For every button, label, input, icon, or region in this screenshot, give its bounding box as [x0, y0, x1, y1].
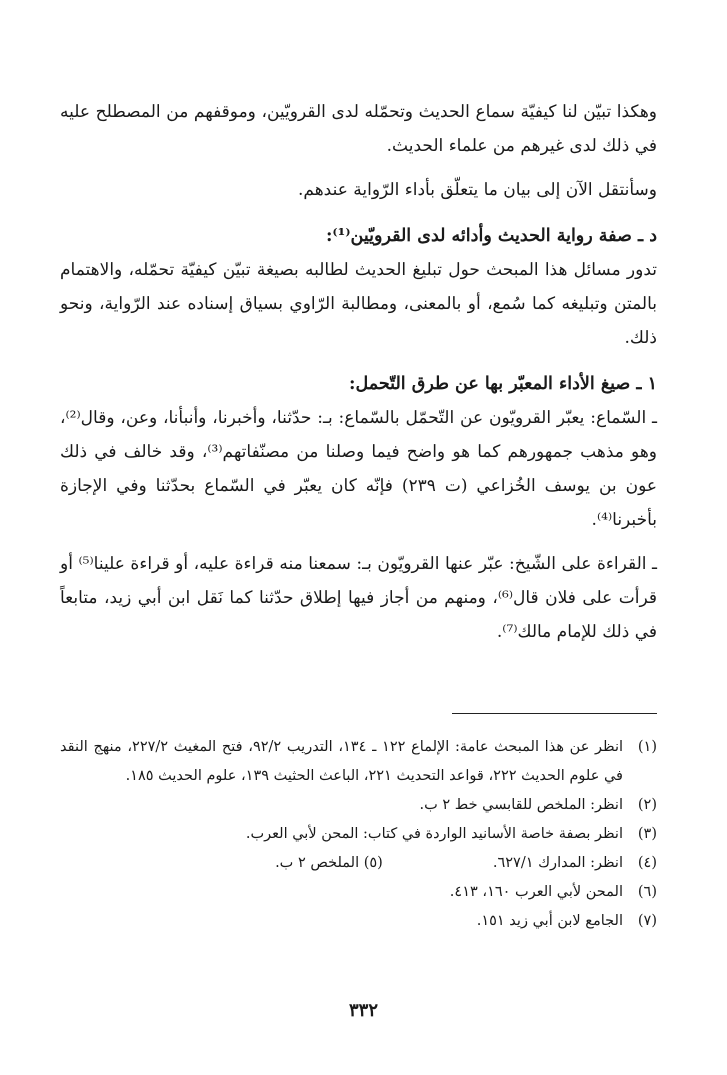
paragraph-3: تدور مسائل هذا المبحث حول تبليغ الحديث لطالبه بصيغة تبيّن كيفيّة تحمّله، والاهتمام بالمتن وتبليغه كما سُمع، أو بالمعنى، ومطالبة الرّاوي بسياق إسناده عند الرّواية، ونحو ذلك. [60, 260, 657, 348]
footnote-number: (١) [637, 739, 657, 755]
footnote-1 [60, 733, 657, 791]
footnote-text: انظر: المدارك ٦٢٧/١. [492, 855, 623, 871]
section-heading-d: د ـ صفة رواية الحديث وأدائه لدى القرويّين⁽¹⁾: [325, 226, 657, 246]
subsection-heading-1: ١ ـ صيغ الأداء المعبّر بها عن طرق التّحمل: [349, 374, 657, 394]
paragraph-4: ـ السّماع: يعبّر القرويّون عن التّحمّل بالسّماع: بـ: حدّثنا، وأخبرنا، وأنبأنا، وعن، وقال⁽²⁾، وهو مذهب جمهورهم كما هو واضح فيما وصلنا من مصنّفاتهم⁽³⁾، وقد خالف في ذلك عون بن يوسف الخُزاعي (ت ٢٣٩) فإنّه كان يعبّر في السّماع بحدّثنا وفي الإجازة بأخبرنا⁽⁴⁾. [60, 408, 657, 530]
footnote-text: انظر عن هذا المبحث عامة: الإلماع ١٢٢ ـ ١٣٤، التدريب ٩٢/٢، فتح المغيث ٢٢٧/٢، منهج النقد في علوم الحديث ٢٢٢، قواعد التحديث ٢٢١، الباعث الحثيث ١٣٩، علوم الحديث ١٨٥. [60, 739, 624, 784]
paragraph-1: وهكذا تبيّن لنا كيفيّة سماع الحديث وتحمّله لدى القرويّين، وموقفهم من المصطلح عليه في ذلك لدى غيرهم من علماء الحديث. [60, 102, 657, 156]
paragraph-2: وسأنتقل الآن إلى بيان ما يتعلّق بأداء الرّواية عندهم. [298, 180, 657, 200]
main-text [60, 95, 657, 649]
footnote-number: (٣) [637, 826, 657, 842]
footnote-text: (٥) الملخص ٢ ب. [275, 855, 383, 871]
footnote-text: انظر بصفة خاصة الأسانيد الواردة في كتاب: المحن لأبي العرب. [245, 826, 623, 842]
footnote-4-5 [60, 849, 657, 878]
footnote-2 [60, 791, 657, 820]
footnote-6 [60, 878, 657, 907]
footnotes [60, 733, 657, 936]
footnote-divider [452, 713, 657, 714]
footnote-number: (٢) [637, 797, 657, 813]
footnote-3 [60, 820, 657, 849]
paragraph-5: ـ القراءة على الشّيخ: عبّر عنها القرويّون بـ: سمعنا منه قراءة عليه، أو قراءة علينا⁽⁵⁾ أو قرأت على فلان قال⁽⁶⁾، ومنهم من أجاز فيها إطلاق حدّثنا كما نَقل ابن أبي زيد، متابعاً في ذلك للإمام مالك⁽⁷⁾. [60, 554, 658, 642]
footnote-text: المحن لأبي العرب ١٦٠، ٤١٣. [449, 884, 623, 900]
footnote-number: (٧) [637, 913, 657, 929]
footnote-7 [60, 907, 657, 936]
page-number: ٣٣٢ [348, 1000, 378, 1021]
footnote-text: الجامع لابن أبي زيد ١٥١. [476, 913, 623, 929]
footnote-number: (٤) [637, 855, 657, 871]
footnote-number: (٦) [637, 884, 657, 900]
footnote-text: انظر: الملخص للقابسي خط ٢ ب. [419, 797, 623, 813]
